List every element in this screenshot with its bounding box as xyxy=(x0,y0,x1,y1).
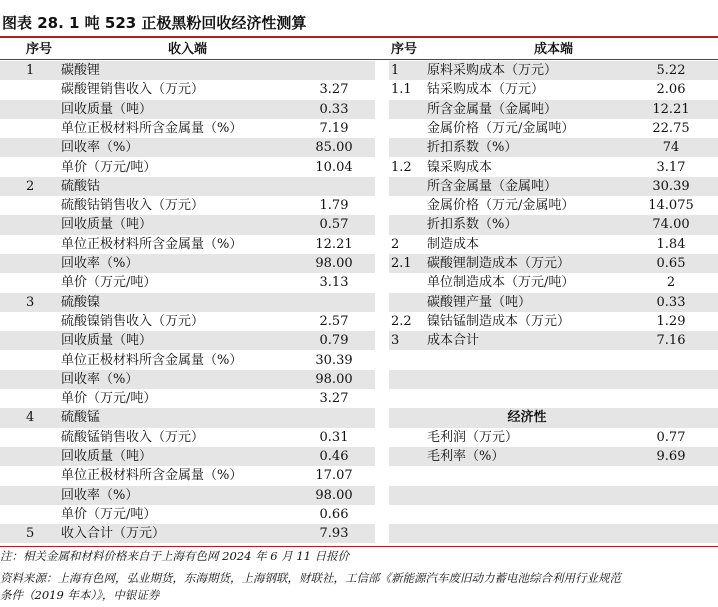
row-value: 74 xyxy=(662,140,680,156)
row-item: 单价（万元/吨） xyxy=(61,159,157,175)
row-item: 回收质量（吨） xyxy=(61,217,153,233)
row-value: 98.00 xyxy=(315,371,353,387)
row-value: 14.075 xyxy=(648,198,694,214)
row-value: 9.69 xyxy=(656,449,686,464)
row-item: 回收率（%） xyxy=(61,487,139,503)
row-value: 98.00 xyxy=(315,256,353,271)
cost-row xyxy=(389,331,718,350)
row-item: 回收质量（吨） xyxy=(61,449,153,464)
row-item: 收入合计（万元） xyxy=(61,526,166,542)
row-value: 0.79 xyxy=(319,333,349,349)
income-row xyxy=(0,177,375,196)
row-value: 30.39 xyxy=(315,352,353,368)
row-number: 2.2 xyxy=(391,313,412,329)
cost-row xyxy=(389,370,718,389)
income-row xyxy=(0,486,375,505)
row-number: 5 xyxy=(26,526,35,542)
row-value: 3.13 xyxy=(319,275,349,291)
row-value: 2 xyxy=(666,275,676,291)
row-number: 1.2 xyxy=(391,159,412,175)
row-value: 12.21 xyxy=(652,101,690,117)
source-line: 资料来源：上海有色网，弘业期货，东海期货，上海钢联，财联社，工信部《新能源汽车废旧动力蓄电池综合利用行业规范 xyxy=(0,571,621,585)
income-row xyxy=(0,389,375,408)
row-value: 0.66 xyxy=(319,506,349,522)
cost-row xyxy=(389,505,718,524)
row-value: 0.33 xyxy=(319,101,349,117)
row-item: 碳酸锂 xyxy=(61,63,101,78)
row-value: 98.00 xyxy=(315,487,353,503)
row-value: 5.22 xyxy=(656,63,686,78)
row-value: 7.19 xyxy=(319,120,349,136)
cost-row xyxy=(389,119,718,138)
row-value: 17.07 xyxy=(315,468,353,484)
row-number: 2 xyxy=(26,178,35,194)
row-value: 1.29 xyxy=(656,313,686,329)
income-row xyxy=(0,215,375,234)
cost-row xyxy=(389,61,718,80)
row-value: 1.79 xyxy=(319,198,349,214)
cost-row xyxy=(389,158,718,177)
row-number: 1 xyxy=(26,63,35,78)
cost-row xyxy=(389,177,718,196)
row-value: 0.33 xyxy=(656,294,686,310)
row-value: 10.04 xyxy=(315,159,353,175)
income-row xyxy=(0,273,375,292)
row-value: 85.00 xyxy=(315,140,353,156)
cost-row xyxy=(389,235,718,254)
right-header-title: 成本端 xyxy=(533,42,573,57)
income-row xyxy=(0,331,375,350)
row-item: 硫酸钴销售收入（万元） xyxy=(61,198,205,214)
cost-row xyxy=(389,466,718,485)
header-rule xyxy=(0,59,718,60)
row-item: 碳酸锂产量（吨） xyxy=(427,294,532,310)
cost-row xyxy=(389,447,718,466)
row-item: 硫酸锰 xyxy=(61,410,101,426)
income-row xyxy=(0,312,375,331)
row-value: 2.06 xyxy=(656,82,686,98)
row-item: 镍采购成本 xyxy=(427,159,493,175)
row-item: 碳酸锂制造成本（万元） xyxy=(427,256,571,271)
row-value: 1.84 xyxy=(656,236,686,252)
row-value: 2.57 xyxy=(319,313,349,329)
row-item: 折扣系数（%） xyxy=(427,217,518,233)
income-row xyxy=(0,505,375,524)
cost-row xyxy=(389,273,718,292)
row-item: 碳酸锂销售收入（万元） xyxy=(61,82,205,98)
cost-row xyxy=(389,138,718,157)
row-value: 7.93 xyxy=(319,526,349,542)
row-item: 回收质量（吨） xyxy=(61,101,153,117)
row-item: 钴采购成本（万元） xyxy=(427,82,545,98)
row-value: 12.21 xyxy=(315,236,353,252)
row-value: 0.65 xyxy=(656,256,686,271)
cost-row xyxy=(389,293,718,312)
row-item: 单价（万元/吨） xyxy=(61,275,157,291)
cost-row xyxy=(389,428,718,447)
income-row xyxy=(0,196,375,215)
row-number: 2 xyxy=(391,236,400,252)
row-item: 单位正极材料所含金属量（%） xyxy=(61,120,243,136)
row-value: 0.77 xyxy=(656,429,686,445)
income-row xyxy=(0,138,375,157)
cost-row xyxy=(389,312,718,331)
row-number: 1.1 xyxy=(391,82,412,98)
row-item: 制造成本 xyxy=(427,236,480,252)
cost-row xyxy=(389,80,718,99)
cost-row xyxy=(389,254,718,273)
income-row xyxy=(0,80,375,99)
row-number: 3 xyxy=(26,294,35,310)
row-item: 金属价格（万元/金属吨） xyxy=(427,198,575,214)
row-value: 7.16 xyxy=(656,333,686,349)
row-item: 金属价格（万元/金属吨） xyxy=(427,120,575,136)
row-value: 0.57 xyxy=(319,217,349,233)
row-item: 毛利润（万元） xyxy=(427,429,519,445)
row-item: 所含金属量（金属吨） xyxy=(427,101,558,117)
income-row xyxy=(0,100,375,119)
row-number: 2.1 xyxy=(391,256,412,271)
row-number: 3 xyxy=(391,333,400,349)
income-row xyxy=(0,235,375,254)
row-value: 0.31 xyxy=(319,429,349,445)
right-header-no: 序号 xyxy=(391,42,418,57)
cost-row xyxy=(389,215,718,234)
row-value: 3.17 xyxy=(656,159,686,175)
row-item: 折扣系数（%） xyxy=(427,140,518,156)
row-item: 硫酸镍销售收入（万元） xyxy=(61,313,205,329)
cost-row xyxy=(389,196,718,215)
income-row xyxy=(0,158,375,177)
cost-row xyxy=(389,408,718,427)
income-row xyxy=(0,524,375,543)
row-item: 镍钴锰制造成本（万元） xyxy=(427,313,571,329)
row-value: 0.46 xyxy=(319,449,349,464)
row-value: 74.00 xyxy=(652,217,690,233)
row-number: 1 xyxy=(391,63,400,78)
row-number: 4 xyxy=(26,410,35,426)
row-value: 30.39 xyxy=(652,178,690,194)
income-row xyxy=(0,466,375,485)
cost-row xyxy=(389,389,718,408)
row-item: 单位制造成本（万元/吨） xyxy=(427,275,575,291)
row-item: 回收率（%） xyxy=(61,140,139,156)
row-item: 毛利率（%） xyxy=(427,449,505,464)
figure-title: 图表 28. 1 吨 523 正极黑粉回收经济性测算 xyxy=(2,14,307,32)
row-item: 硫酸锰销售收入（万元） xyxy=(61,429,205,445)
income-row xyxy=(0,408,375,427)
row-value: 3.27 xyxy=(319,82,349,98)
row-item: 单价（万元/吨） xyxy=(61,506,157,522)
row-item: 单位正极材料所含金属量（%） xyxy=(61,468,243,484)
income-row xyxy=(0,61,375,80)
row-item: 所含金属量（金属吨） xyxy=(427,178,558,194)
row-item: 单位正极材料所含金属量（%） xyxy=(61,236,243,252)
section-heading: 经济性 xyxy=(507,410,547,426)
source-line-continued: 条件（2019 年本）》，中银证券 xyxy=(0,588,160,602)
top-rule xyxy=(0,36,718,38)
row-item: 回收率（%） xyxy=(61,256,139,271)
cost-row xyxy=(389,100,718,119)
row-item: 硫酸钴 xyxy=(61,178,101,194)
income-row xyxy=(0,119,375,138)
income-row xyxy=(0,351,375,370)
row-value: 3.27 xyxy=(319,391,349,407)
row-item: 回收率（%） xyxy=(61,371,139,387)
row-item: 单价（万元/吨） xyxy=(61,391,157,407)
income-row xyxy=(0,447,375,466)
income-row xyxy=(0,370,375,389)
row-item: 单位正极材料所含金属量（%） xyxy=(61,352,243,368)
note-line: 注：相关金属和材料价格来自于上海有色网 2024 年 6 月 11 日报价 xyxy=(0,549,350,563)
income-row xyxy=(0,254,375,273)
row-item: 成本合计 xyxy=(427,333,480,349)
row-item: 原料采购成本（万元） xyxy=(427,63,558,78)
cost-row xyxy=(389,486,718,505)
income-row xyxy=(0,293,375,312)
row-item: 回收质量（吨） xyxy=(61,333,153,349)
row-value: 22.75 xyxy=(652,120,690,136)
left-header-no: 序号 xyxy=(26,42,53,57)
income-row xyxy=(0,428,375,447)
left-header-title: 收入端 xyxy=(167,42,207,57)
row-item: 硫酸镍 xyxy=(61,294,101,310)
cost-row xyxy=(389,351,718,370)
bottom-rule xyxy=(0,546,718,547)
cost-row xyxy=(389,524,718,543)
